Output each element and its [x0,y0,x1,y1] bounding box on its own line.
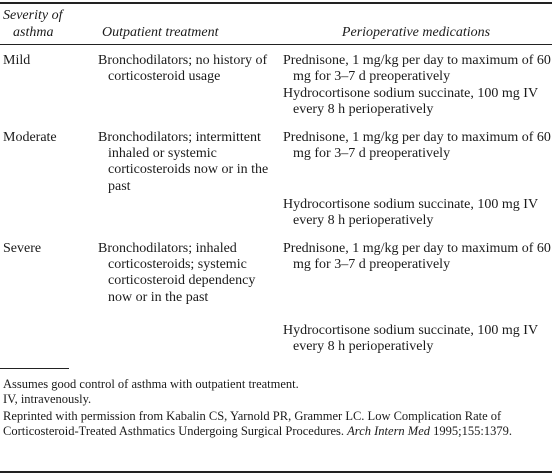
header-perioperative: Perioperative medications [341,25,491,40]
footnote-assumes: Assumes good control of asthma with outpatient treatment. [3,377,299,391]
row-moderate-medication-1: Prednisone, 1 mg/kg per day to maximum of 60 mg for 3–7 d preoperatively [283,130,551,162]
row-severe-severity: Severe [3,241,42,256]
footnote-iv: IV, intravenously. [3,392,92,406]
row-mild-severity: Mild [3,53,31,68]
header-severity: Severity of asthma [3,8,63,40]
row-moderate-medication-2: Hydrocortisone sodium succinate, 100 mg IV every 8 h perioperatively [283,197,538,229]
footnote-reprint: Reprinted with permission from Kabalin CS, Yarnold PR, Grammer LC. Low Complication Rate of Corticosteroid-Treated Asthmatics Undergoing Surgical Procedures. Arch Intern Med 1995;155:1379. [3,409,512,438]
header-rule [0,44,552,45]
row-mild-medication-1: Prednisone, 1 mg/kg per day to maximum of 60 mg for 3–7 d preoperatively [283,53,551,85]
row-moderate-outpatient: Bronchodilators; intermittent inhaled or systemic corticosteroids now or in the past [98,130,269,194]
row-moderate-severity: Moderate [3,130,57,145]
row-mild-medication-2: Hydrocortisone sodium succinate, 100 mg IV every 8 h perioperatively [283,86,538,118]
row-severe-medication-1: Prednisone, 1 mg/kg per day to maximum of 60 mg for 3–7 d preoperatively [283,241,551,273]
row-mild-outpatient: Bronchodilators; no history of corticosteroid usage [98,53,268,85]
footnote-separator [0,368,69,369]
row-severe-outpatient: Bronchodilators; inhaled corticosteroids; systemic corticosteroid dependency now or in the past [98,241,256,305]
table-top-rule [0,2,552,4]
header-outpatient: Outpatient treatment [102,25,219,40]
table-bottom-rule [0,471,552,473]
row-severe-medication-2: Hydrocortisone sodium succinate, 100 mg IV every 8 h perioperatively [283,323,538,355]
